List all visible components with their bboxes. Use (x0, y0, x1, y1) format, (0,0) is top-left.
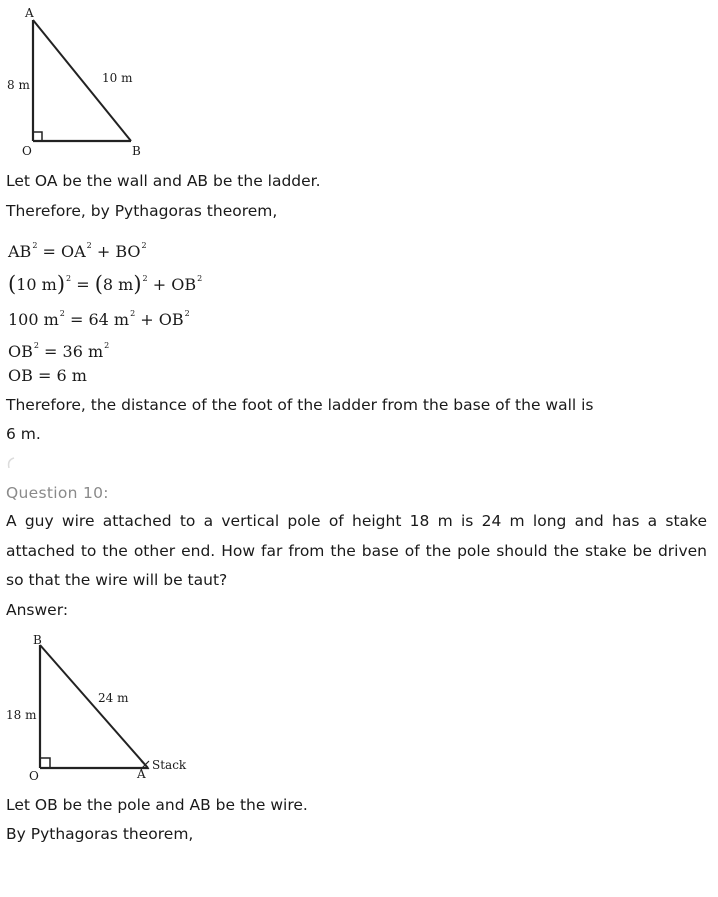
text-line: By Pythagoras theorem, (6, 825, 194, 843)
vertex-label-o: O (22, 144, 32, 158)
question-body: A guy wire attached to a vertical pole of height 18 m is 24 m long and has a stake attached to the other end. How far from the base of the pole should the stake be driven so that the wire will be taut? (6, 512, 707, 589)
text-line: Therefore, the distance of the foot of the ladder from the base of the wall is (6, 396, 594, 414)
side-label-ab: 24 m (98, 691, 129, 705)
wall-ladder-diagram (0, 0, 160, 165)
equation-3: 100 $m^2 = 64$ $m^2 + OB^2$ (8, 309, 190, 329)
vertex-label-b: B (33, 633, 42, 647)
text-line: 6 m. (6, 425, 41, 443)
right-angle-mark (33, 132, 42, 141)
equation-1: $AB^2 = OA^2 + BO^2$ (8, 241, 147, 261)
side-label-ab: 10 m (102, 71, 133, 85)
wire-hypotenuse (40, 645, 148, 768)
vertex-label-a: A (137, 767, 146, 781)
vertex-label-b: B (132, 144, 141, 158)
side-label-oa: 8 m (7, 78, 30, 92)
equation-4: $OB^2 = 36$ $m^2$ (8, 341, 110, 361)
vertex-label-o: O (29, 769, 39, 783)
question-heading: Question 10: (6, 484, 109, 502)
vertex-label-a: A (25, 6, 34, 20)
text-line: Let OA be the wall and AB be the ladder. (6, 172, 321, 190)
side-label-ob: 18 m (6, 708, 37, 722)
text-line: Let OB be the pole and AB be the wire. (6, 796, 308, 814)
equation-2: (10 m)$^2$ = (8 $m)^2 + OB^2$ (8, 272, 203, 296)
stake-label: Stack (152, 758, 187, 772)
answer-label: Answer: (6, 601, 69, 619)
decorative-arc-icon (4, 456, 18, 470)
pole-wire-diagram (0, 628, 200, 788)
right-angle-mark (40, 758, 50, 768)
text-line: Therefore, by Pythagoras theorem, (6, 202, 278, 220)
equation-5: OB = 6 m (8, 366, 87, 385)
